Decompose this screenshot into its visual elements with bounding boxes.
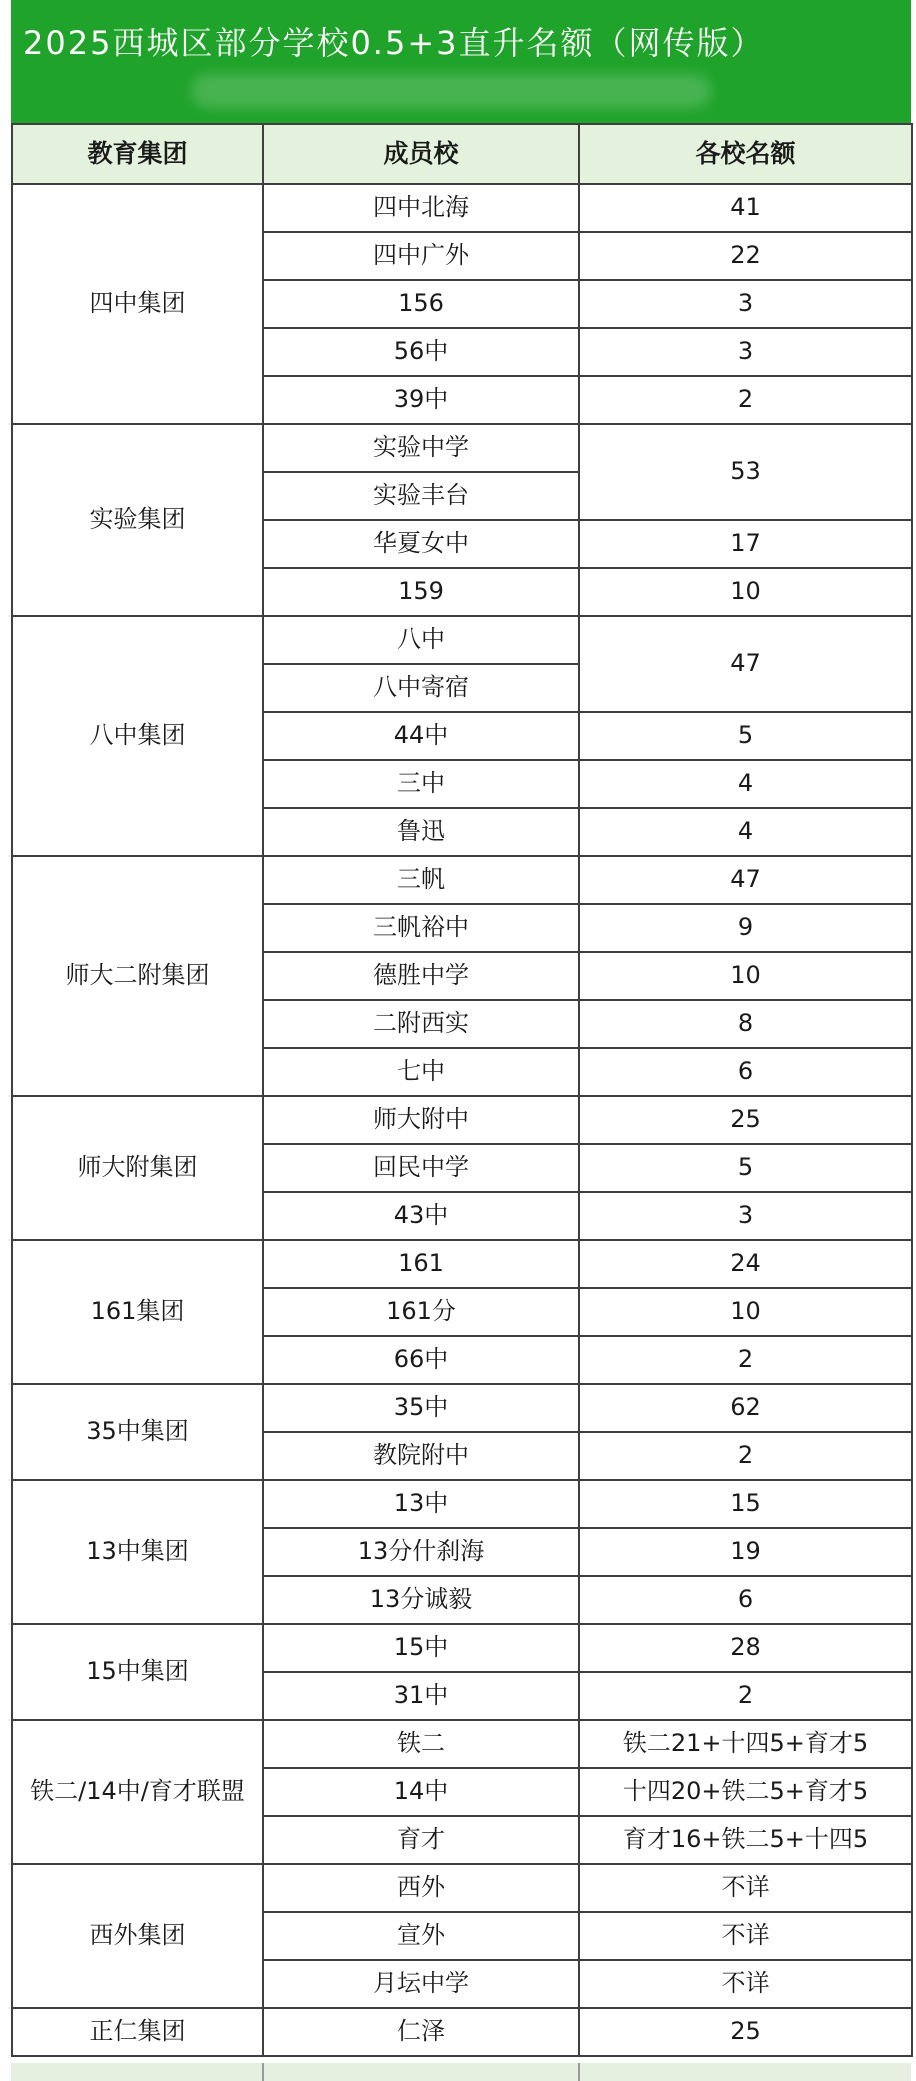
school-name-cell: 四中广外 [263, 232, 579, 280]
quota-cell: 4 [579, 760, 912, 808]
school-name-cell: 育才 [263, 1816, 579, 1864]
school-name-cell: 宣外 [263, 1912, 579, 1960]
quota-cell: 育才16+铁二5+十四5 [579, 1816, 912, 1864]
quota-cell: 2 [579, 1672, 912, 1720]
quota-cell: 17 [579, 520, 912, 568]
quota-cell: 25 [579, 1096, 912, 1144]
school-name-cell: 159 [263, 568, 579, 616]
school-name-cell: 161 [263, 1240, 579, 1288]
school-name-cell: 八中寄宿 [263, 664, 579, 712]
table-row [12, 424, 912, 472]
school-name-cell: 14中 [263, 1768, 579, 1816]
school-name-cell: 仁泽 [263, 2008, 579, 2056]
quota-cell: 铁二21+十四5+育才5 [579, 1720, 912, 1768]
school-name-cell: 13分诚毅 [263, 1576, 579, 1624]
quota-cell: 22 [579, 232, 912, 280]
school-name-cell: 华夏女中 [263, 520, 579, 568]
school-name-cell: 教院附中 [263, 1432, 579, 1480]
quota-cell: 不详 [579, 1912, 912, 1960]
group-name-cell: 八中集团 [12, 616, 263, 856]
quota-cell: 10 [579, 1288, 912, 1336]
group-name-cell: 西外集团 [12, 1864, 263, 2008]
table-row [12, 1624, 912, 1672]
header-row [12, 124, 912, 184]
school-name-cell: 三中 [263, 760, 579, 808]
table-row [12, 1096, 912, 1144]
table-row [12, 2008, 912, 2056]
group-name-cell: 15中集团 [12, 1624, 263, 1720]
school-name-cell: 161分 [263, 1288, 579, 1336]
school-name-cell: 三帆裕中 [263, 904, 579, 952]
quota-cell: 2 [579, 1432, 912, 1480]
group-name-cell: 35中集团 [12, 1384, 263, 1480]
school-name-cell: 三帆 [263, 856, 579, 904]
quota-cell: 2 [579, 1336, 912, 1384]
quota-cell: 5 [579, 712, 912, 760]
school-name-cell: 四中北海 [263, 184, 579, 232]
school-name-cell: 铁二 [263, 1720, 579, 1768]
quota-cell: 4 [579, 808, 912, 856]
quota-cell: 10 [579, 568, 912, 616]
quota-cell: 53 [579, 424, 912, 520]
school-name-cell: 31中 [263, 1672, 579, 1720]
page-title: 2025西城区部分学校0.5+3直升名额（网传版） [23, 24, 765, 62]
school-name-cell: 师大附中 [263, 1096, 579, 1144]
school-name-cell: 西外 [263, 1864, 579, 1912]
school-name-cell: 鲁迅 [263, 808, 579, 856]
school-name-cell: 七中 [263, 1048, 579, 1096]
quota-cell: 3 [579, 1192, 912, 1240]
column-divider [578, 2063, 580, 2081]
quota-cell: 3 [579, 328, 912, 376]
school-name-cell: 实验丰台 [263, 472, 579, 520]
school-name-cell: 13分什刹海 [263, 1528, 579, 1576]
quota-cell: 24 [579, 1240, 912, 1288]
table-bottom-edge [11, 2063, 911, 2081]
group-name-cell: 师大附集团 [12, 1096, 263, 1240]
group-name-cell: 161集团 [12, 1240, 263, 1384]
school-name-cell: 德胜中学 [263, 952, 579, 1000]
school-name-cell: 39中 [263, 376, 579, 424]
quota-cell: 3 [579, 280, 912, 328]
group-name-cell: 正仁集团 [12, 2008, 263, 2056]
quota-cell: 62 [579, 1384, 912, 1432]
group-name-cell: 铁二/14中/育才联盟 [12, 1720, 263, 1864]
table-row [12, 1864, 912, 1912]
table-row [12, 184, 912, 232]
group-name-cell: 实验集团 [12, 424, 263, 616]
title-banner [11, 0, 911, 123]
quota-cell: 十四20+铁二5+育才5 [579, 1768, 912, 1816]
header-school: 成员校 [263, 124, 579, 184]
quota-cell: 6 [579, 1576, 912, 1624]
group-name-cell: 四中集团 [12, 184, 263, 424]
school-name-cell: 二附西实 [263, 1000, 579, 1048]
table-row [12, 1480, 912, 1528]
quota-cell: 47 [579, 616, 912, 712]
quota-cell: 19 [579, 1528, 912, 1576]
school-name-cell: 35中 [263, 1384, 579, 1432]
table-row [12, 1720, 912, 1768]
quota-cell: 25 [579, 2008, 912, 2056]
school-name-cell: 15中 [263, 1624, 579, 1672]
school-name-cell: 66中 [263, 1336, 579, 1384]
group-name-cell: 13中集团 [12, 1480, 263, 1624]
school-name-cell: 44中 [263, 712, 579, 760]
school-name-cell: 月坛中学 [263, 1960, 579, 2008]
school-name-cell: 回民中学 [263, 1144, 579, 1192]
table-body [12, 184, 912, 2056]
table-row [12, 1240, 912, 1288]
quota-cell: 2 [579, 376, 912, 424]
school-name-cell: 56中 [263, 328, 579, 376]
table-row [12, 856, 912, 904]
quota-cell: 10 [579, 952, 912, 1000]
school-name-cell: 13中 [263, 1480, 579, 1528]
column-divider [262, 2063, 264, 2081]
school-name-cell: 156 [263, 280, 579, 328]
school-name-cell: 实验中学 [263, 424, 579, 472]
header-group: 教育集团 [12, 124, 263, 184]
quota-cell: 9 [579, 904, 912, 952]
header-quota: 各校名额 [579, 124, 912, 184]
quota-cell: 28 [579, 1624, 912, 1672]
quota-cell: 不详 [579, 1864, 912, 1912]
quota-cell: 6 [579, 1048, 912, 1096]
quota-cell: 不详 [579, 1960, 912, 2008]
table-row [12, 1384, 912, 1432]
school-name-cell: 43中 [263, 1192, 579, 1240]
quota-cell: 41 [579, 184, 912, 232]
blurred-subtitle [191, 74, 711, 108]
quota-cell: 15 [579, 1480, 912, 1528]
quota-cell: 47 [579, 856, 912, 904]
quota-cell: 5 [579, 1144, 912, 1192]
table-row [12, 616, 912, 664]
group-name-cell: 师大二附集团 [12, 856, 263, 1096]
quota-cell: 8 [579, 1000, 912, 1048]
school-name-cell: 八中 [263, 616, 579, 664]
quota-table [11, 123, 913, 2057]
